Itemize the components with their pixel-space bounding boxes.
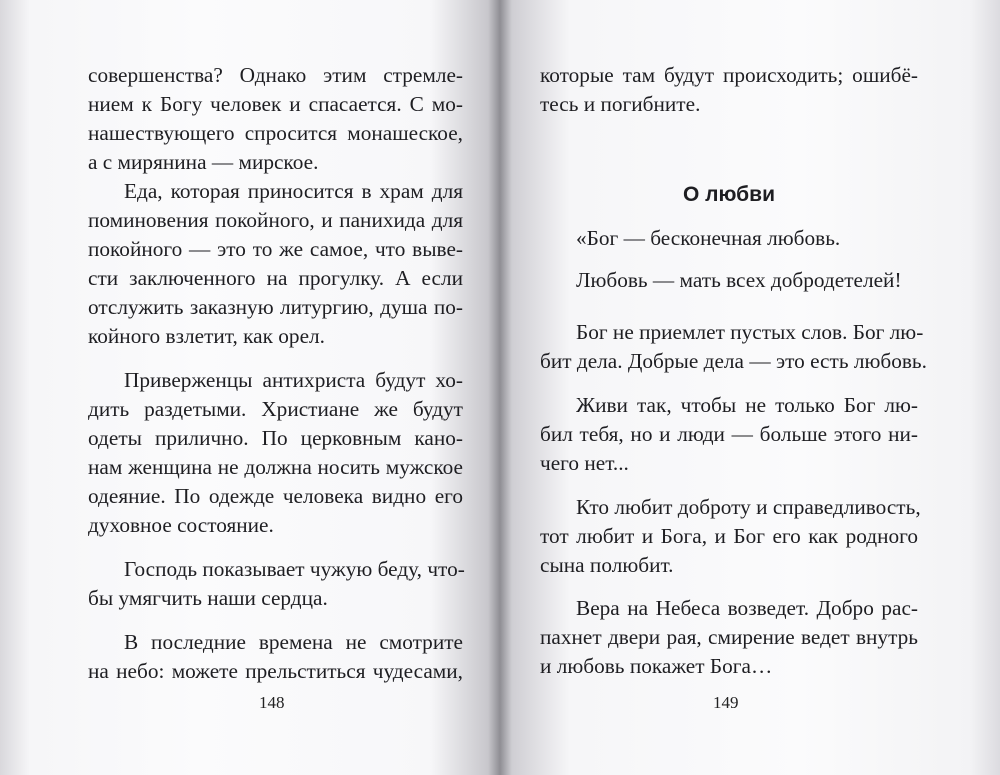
text-line: совершенства? Однако этим стремле- [88,63,463,87]
page-number-right: 149 [713,693,739,712]
text-line: нашествующего спросится монашеское, [88,121,463,145]
text-line: дить раздетыми. Христиане же будут [88,397,463,421]
text-line: на небо: можете прельститься чудесами, [88,659,463,683]
text-line: бы умягчить наши сердца. [88,586,328,610]
text-line: пахнет двери рая, смирение ведет внутрь [540,625,918,649]
text-line: сына полюбит. [540,553,674,577]
text-line: Кто любит доброту и справедливость, [576,495,921,519]
text-line: Любовь — мать всех добродетелей! [576,268,902,292]
text-line: которые там будут происходить; ошибё- [540,63,918,87]
text-line: нием к Богу человек и спасается. С мо- [88,92,463,116]
text-line: чего нет... [540,451,629,475]
text-line: покойного — это то же самое, что выве- [88,237,463,261]
text-line: «Бог — бесконечная любовь. [576,226,841,250]
text-line: тот любит и Бога, и Бог его как родного [540,524,918,548]
text-line: Господь показывает чужую беду, что- [124,557,465,581]
text-line: сти заключенного на прогулку. А если [88,266,463,290]
section-heading: О любви [683,183,775,206]
text-line: Еда, которая приносится в храм для [124,179,463,203]
text-line: нам женщина не должна носить мужское [88,455,463,479]
text-line: отслужить заказную литургию, душа по- [88,295,463,319]
text-line: койного взлетит, как орел. [88,324,325,348]
text-line: бил тебя, но и люди — больше этого ни- [540,422,918,446]
text-line: Бог не приемлет пустых слов. Бог лю- [576,320,924,344]
text-line: Приверженцы антихриста будут хо- [124,368,463,392]
text-line: а с мирянина — мирское. [88,150,319,174]
text-line: тесь и погибните. [540,92,701,116]
text-line: Живи так, чтобы не только Бог лю- [576,393,918,417]
text-line: духовное состояние. [88,513,274,537]
text-line: бит дела. Добрые дела — это есть любовь. [540,349,927,373]
text-line: В последние времена не смотрите [124,630,463,654]
text-line: Вера на Небеса возведет. Добро рас- [576,596,918,620]
text-line: одеяние. По одежде человека видно его [88,484,463,508]
text-line: одеты прилично. По церковным кано- [88,426,463,450]
text-line: поминовения покойного, и панихида для [88,208,463,232]
text-line: и любовь покажет Бога… [540,654,773,678]
page-number-left: 148 [259,693,285,712]
